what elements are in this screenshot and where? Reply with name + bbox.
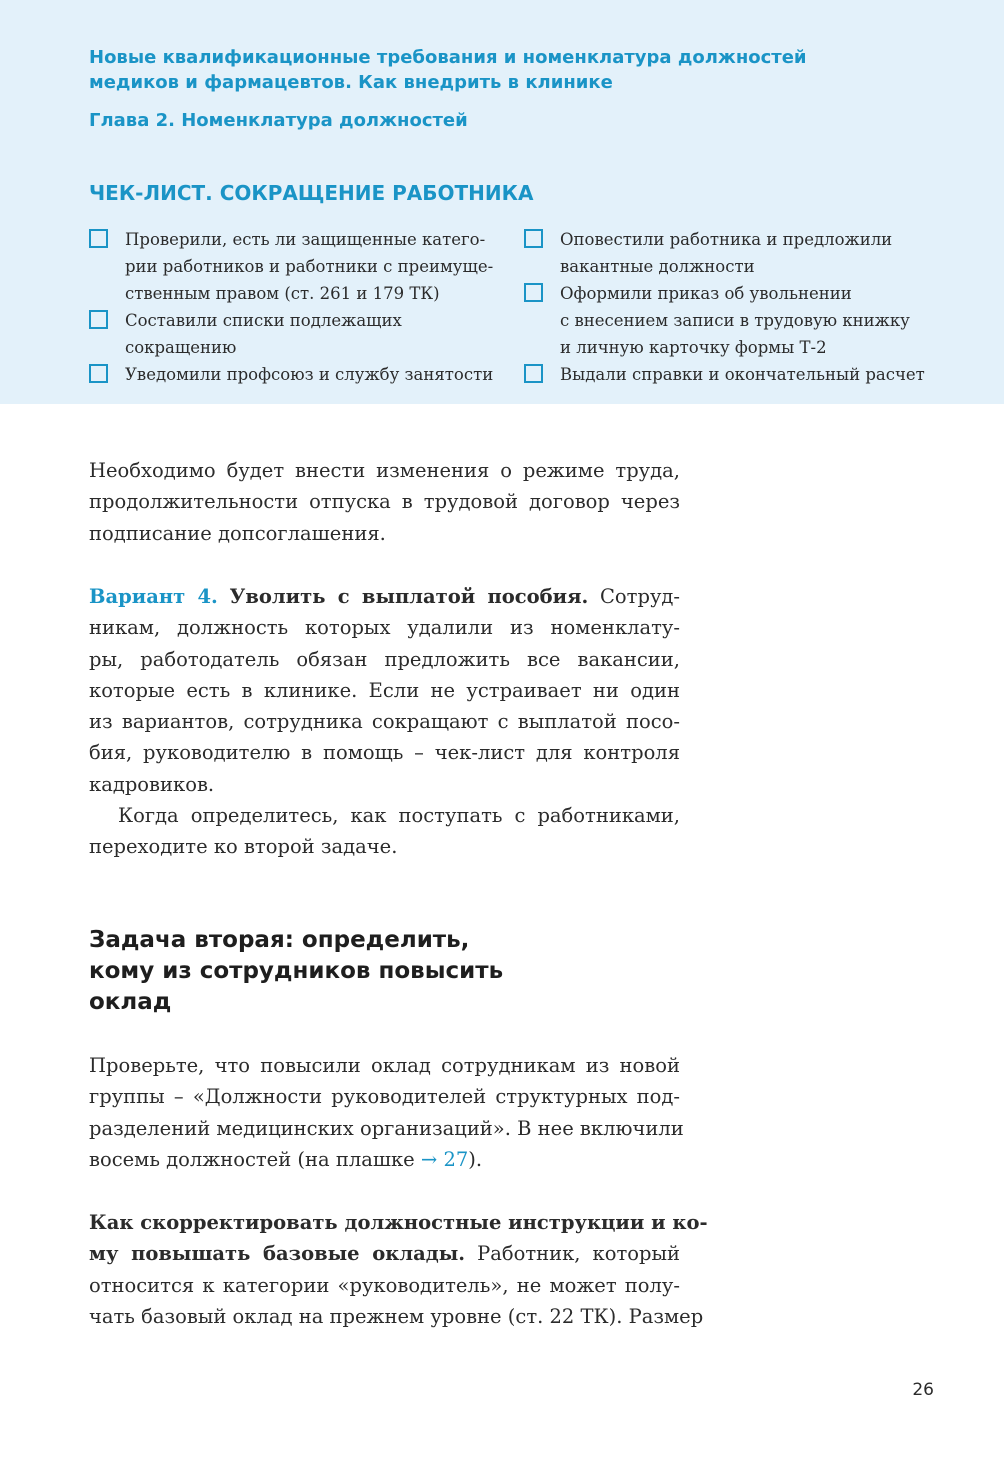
checklist-item-text xyxy=(125,226,493,307)
document-title xyxy=(89,45,889,95)
paragraph-line: переходите ко второй задаче. xyxy=(89,835,398,859)
checklist-item-line: Оповестили работника и предложили xyxy=(560,230,893,249)
paragraph-variant-4 xyxy=(89,581,680,800)
paragraph-line: кадровиков. xyxy=(89,772,215,796)
checkbox[interactable] xyxy=(524,364,543,383)
document-title-line-1: Новые квалификационные требования и номенклатура должностей xyxy=(89,47,807,68)
checklist-item-line: Составили списки подлежащих xyxy=(125,311,402,330)
checklist-item-line: и личную карточку формы Т-2 xyxy=(560,338,827,357)
checklist-item-line: Проверили, есть ли защищенные катего- xyxy=(125,230,486,249)
section-heading-line: кому из сотрудников повысить xyxy=(89,958,504,984)
checkbox[interactable] xyxy=(524,229,543,248)
checkbox[interactable] xyxy=(89,364,108,383)
paragraph-text: восемь должностей (на плашке xyxy=(89,1147,421,1171)
checklist-item-text xyxy=(125,307,402,361)
variant-label: Вариант 4. xyxy=(89,585,218,608)
checkbox[interactable] xyxy=(524,283,543,302)
paragraph-line-bold: Как скорректировать должностные инструкции и ко- xyxy=(89,1211,708,1234)
checklist-item-text xyxy=(560,280,910,361)
paragraph xyxy=(89,800,680,863)
checklist-item-text xyxy=(560,226,892,280)
checklist-item-line: сокращению xyxy=(125,338,237,357)
paragraph-line xyxy=(89,581,680,612)
checklist-item-line: с внесением записи в трудовую книжку xyxy=(560,311,910,330)
paragraph-line: бия, руководителю в помощь – чек-лист для контроля xyxy=(89,741,680,765)
paragraph xyxy=(89,1050,684,1175)
paragraph-line: Необходимо будет внести изменения о режиме труда, xyxy=(89,459,680,482)
chapter-title: Глава 2. Номенклатура должностей xyxy=(89,110,468,131)
paragraph-line: чать базовый оклад на прежнем уровне (ст. 22 ТК). Размер xyxy=(89,1304,704,1328)
section-heading xyxy=(89,925,503,1018)
paragraph-line: относится к категории «руководитель», не может полу- xyxy=(89,1273,680,1297)
paragraph-line: группы – «Должности руководителей структурных под- xyxy=(89,1085,680,1109)
paragraph-line: подписание допсоглашения. xyxy=(89,521,386,545)
paragraph-text: Сотруд- xyxy=(600,585,681,608)
checklist-item-line: вакантные должности xyxy=(560,257,755,276)
checklist-item-line: ственным правом (ст. 261 и 179 ТК) xyxy=(125,284,440,303)
paragraph-line: которые есть в клинике. Если не устраивает ни один xyxy=(89,678,680,702)
paragraph-text: ). xyxy=(468,1147,483,1171)
paragraph-text-bold: му повышать базовые оклады. xyxy=(89,1242,466,1266)
paragraph xyxy=(89,1207,708,1332)
checkbox[interactable] xyxy=(89,310,108,329)
paragraph-line: продолжительности отпуска в трудовой договор через xyxy=(89,490,680,514)
paragraph-line: Когда определитесь, как поступать с работниками, xyxy=(118,804,680,827)
paragraph xyxy=(89,455,680,549)
page-reference-link[interactable]: → 27 xyxy=(420,1147,469,1171)
checklist-item-line: рии работников и работники с преимуще- xyxy=(125,257,494,276)
paragraph-line: ры, работодатель обязан предложить все вакансии, xyxy=(89,647,680,671)
variant-title: Уволить с выплатой пособия. xyxy=(229,585,589,608)
checklist-title: ЧЕК-ЛИСТ. СОКРАЩЕНИЕ РАБОТНИКА xyxy=(89,181,534,205)
paragraph-line: никам, должность которых удалили из номенклату- xyxy=(89,616,680,640)
document-title-line-2: медиков и фармацевтов. Как внедрить в клинике xyxy=(89,72,613,93)
paragraph-text: Работник, который xyxy=(465,1242,680,1266)
checklist-item-text xyxy=(125,361,493,388)
section-heading-line: Задача вторая: определить, xyxy=(89,927,470,953)
section-heading-line: оклад xyxy=(89,989,172,1015)
checklist-item-line: Выдали справки и окончательный расчет xyxy=(560,365,925,384)
paragraph-line xyxy=(89,1238,680,1269)
page-number: 26 xyxy=(912,1380,934,1400)
paragraph-line xyxy=(89,1144,680,1175)
checklist-item-line: Оформили приказ об увольнении xyxy=(560,284,852,303)
checklist-item-text xyxy=(560,361,925,388)
checklist-item-line: Уведомили профсоюз и службу занятости xyxy=(125,365,494,384)
checkbox[interactable] xyxy=(89,229,108,248)
paragraph-line: разделений медицинских организаций». В нее включили xyxy=(89,1116,684,1140)
paragraph-line: Проверьте, что повысили оклад сотрудникам из новой xyxy=(89,1054,680,1077)
paragraph-line: из вариантов, сотрудника сокращают с выплатой посо- xyxy=(89,710,680,734)
